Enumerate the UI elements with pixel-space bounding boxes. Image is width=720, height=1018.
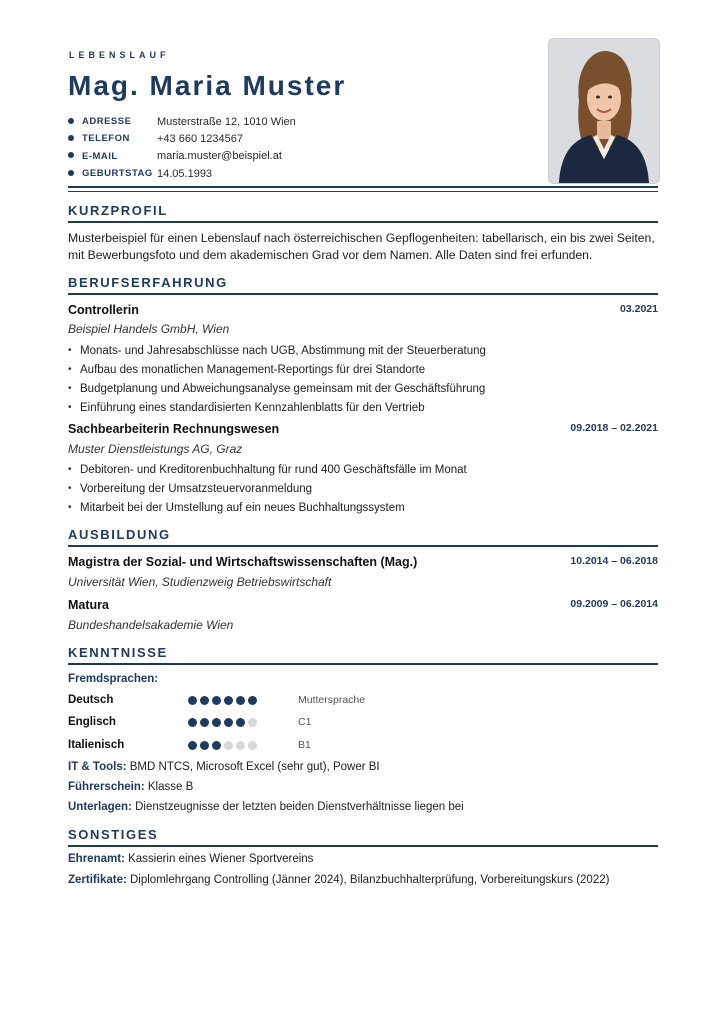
degree-title: Matura	[68, 598, 109, 612]
section-title-skills: KENNTNISSE	[68, 645, 168, 660]
language-level-dots	[188, 696, 298, 705]
section-rule	[68, 663, 658, 665]
contact-label: GEBURTSTAG	[82, 168, 153, 180]
misc-key: Ehrenamt:	[68, 853, 125, 865]
section-rule	[68, 545, 658, 547]
language-level-label: B1	[298, 739, 311, 751]
section-title-profile: KURZPROFIL	[68, 203, 168, 218]
language-level-dots	[188, 718, 298, 727]
header-rule	[68, 186, 658, 188]
header-rule-thin	[68, 191, 658, 192]
language-level-label: Muttersprache	[298, 694, 366, 706]
bullet-dot-icon	[68, 170, 74, 176]
contact-value: maria.muster@beispiel.at	[157, 150, 282, 163]
degree-date: 09.2009 – 06.2014	[570, 598, 658, 610]
job-date: 03.2021	[620, 303, 658, 315]
duty-item: • Einführung eines standardisierten Kennzahlenblatts für den Vertrieb	[68, 398, 486, 417]
portrait-illustration	[549, 39, 659, 183]
duty-item: • Debitoren- und Kreditorenbuchhaltung für rund 400 Geschäftsfälle im Monat	[68, 460, 467, 479]
language-level-dots	[188, 741, 298, 750]
level-dot-filled	[200, 718, 209, 727]
misc-value: Kassierin eines Wiener Sportvereins	[128, 853, 314, 865]
contact-label: E-MAIL	[82, 150, 118, 162]
contact-label: ADRESSE	[82, 116, 132, 128]
misc-line-volunteer	[68, 853, 313, 865]
degree-institution: Universität Wien, Studienzweig Betriebswirtschaft	[68, 575, 332, 589]
contact-list	[68, 113, 296, 182]
skill-line-license	[68, 781, 193, 793]
skill-key: Unterlagen:	[68, 801, 132, 813]
level-dot-filled	[200, 696, 209, 705]
section-title-experience: BERUFSERFAHRUNG	[68, 275, 228, 290]
section-title-education: AUSBILDUNG	[68, 527, 171, 542]
skill-line-documents	[68, 801, 464, 813]
level-dot-filled	[212, 741, 221, 750]
language-row	[68, 690, 365, 710]
job-duties	[68, 341, 486, 417]
duty-item: • Monats- und Jahresabschlüsse nach UGB, Abstimmung mit der Steuerberatung	[68, 341, 486, 360]
level-dot-filled	[212, 696, 221, 705]
level-dot-filled	[236, 718, 245, 727]
contact-email	[68, 148, 296, 165]
level-dot-empty	[248, 718, 257, 727]
bullet-dot-icon	[68, 152, 74, 158]
language-name: Deutsch	[68, 694, 114, 706]
section-rule	[68, 845, 658, 847]
duty-item: • Vorbereitung der Umsatzsteuervoranmeldung	[68, 479, 467, 498]
level-dot-empty	[248, 741, 257, 750]
skill-key: IT & Tools:	[68, 761, 127, 773]
languages-label: Fremdsprachen:	[68, 673, 159, 685]
level-dot-filled	[212, 718, 221, 727]
degree-date: 10.2014 – 06.2018	[570, 555, 658, 567]
language-row	[68, 735, 311, 755]
job-title: Controllerin	[68, 303, 139, 317]
misc-key: Zertifikate:	[68, 874, 127, 886]
language-name: Italienisch	[68, 739, 125, 751]
duty-item: • Budgetplanung und Abweichungsanalyse gemeinsam mit der Geschäftsführung	[68, 379, 486, 398]
section-title-misc: SONSTIGES	[68, 827, 159, 842]
language-row	[68, 712, 311, 732]
level-dot-filled	[188, 696, 197, 705]
level-dot-filled	[200, 741, 209, 750]
profile-text: Musterbeispiel für einen Lebenslauf nach österreichischen Gepflogenheiten: tabellarisch, ein bis zwei Seiten, mit Bewerbungsfoto und dem akademischen Grad vor dem Namen. Alle Daten sind frei erfunden.	[68, 231, 655, 263]
misc-value: Diplomlehrgang Controlling (Jänner 2024), Bilanzbuchhalterprüfung, Vorbereitungskurs (2022)	[130, 874, 610, 886]
contact-value: Musterstraße 12, 1010 Wien	[157, 115, 296, 128]
level-dot-empty	[236, 741, 245, 750]
job-employer: Muster Dienstleistungs AG, Graz	[68, 442, 243, 456]
contact-address	[68, 113, 296, 130]
skill-key: Führerschein:	[68, 781, 145, 793]
bullet-dot-icon	[68, 118, 74, 124]
level-dot-filled	[236, 696, 245, 705]
document-kicker: LEBENSLAUF	[69, 50, 170, 60]
duty-item: • Mitarbeit bei der Umstellung auf ein neues Buchhaltungssystem	[68, 498, 467, 517]
level-dot-empty	[224, 741, 233, 750]
person-name: Mag. Maria Muster	[68, 70, 347, 101]
bullet-dot-icon	[68, 135, 74, 141]
level-dot-filled	[248, 696, 257, 705]
section-rule	[68, 221, 658, 223]
skill-value: BMD NTCS, Microsoft Excel (sehr gut), Power BI	[129, 761, 380, 773]
level-dot-filled	[224, 696, 233, 705]
contact-value: 14.05.1993	[157, 167, 213, 180]
duty-item: • Aufbau des monatlichen Management-Reportings für drei Standorte	[68, 360, 486, 379]
skill-value: Dienstzeugnisse der letzten beiden Dienstverhältnisse liegen bei	[135, 801, 464, 813]
contact-label: TELEFON	[82, 133, 130, 145]
contact-phone	[68, 130, 296, 147]
profile-photo	[548, 38, 660, 184]
level-dot-filled	[188, 741, 197, 750]
language-level-label: C1	[298, 716, 312, 728]
contact-birthday	[68, 165, 296, 182]
misc-line-certificates	[68, 874, 609, 886]
job-title: Sachbearbeiterin Rechnungswesen	[68, 422, 280, 436]
job-employer: Beispiel Handels GmbH, Wien	[68, 322, 230, 336]
contact-value: +43 660 1234567	[157, 132, 243, 145]
section-rule	[68, 293, 658, 295]
skill-value: Klasse B	[147, 781, 194, 793]
degree-institution: Bundeshandelsakademie Wien	[68, 618, 234, 632]
job-date: 09.2018 – 02.2021	[570, 422, 658, 434]
language-name: Englisch	[68, 716, 116, 728]
degree-title: Magistra der Sozial- und Wirtschaftswissenschaften (Mag.)	[68, 555, 418, 569]
level-dot-filled	[224, 718, 233, 727]
job-duties	[68, 460, 467, 517]
level-dot-filled	[188, 718, 197, 727]
skill-line-it	[68, 761, 380, 773]
